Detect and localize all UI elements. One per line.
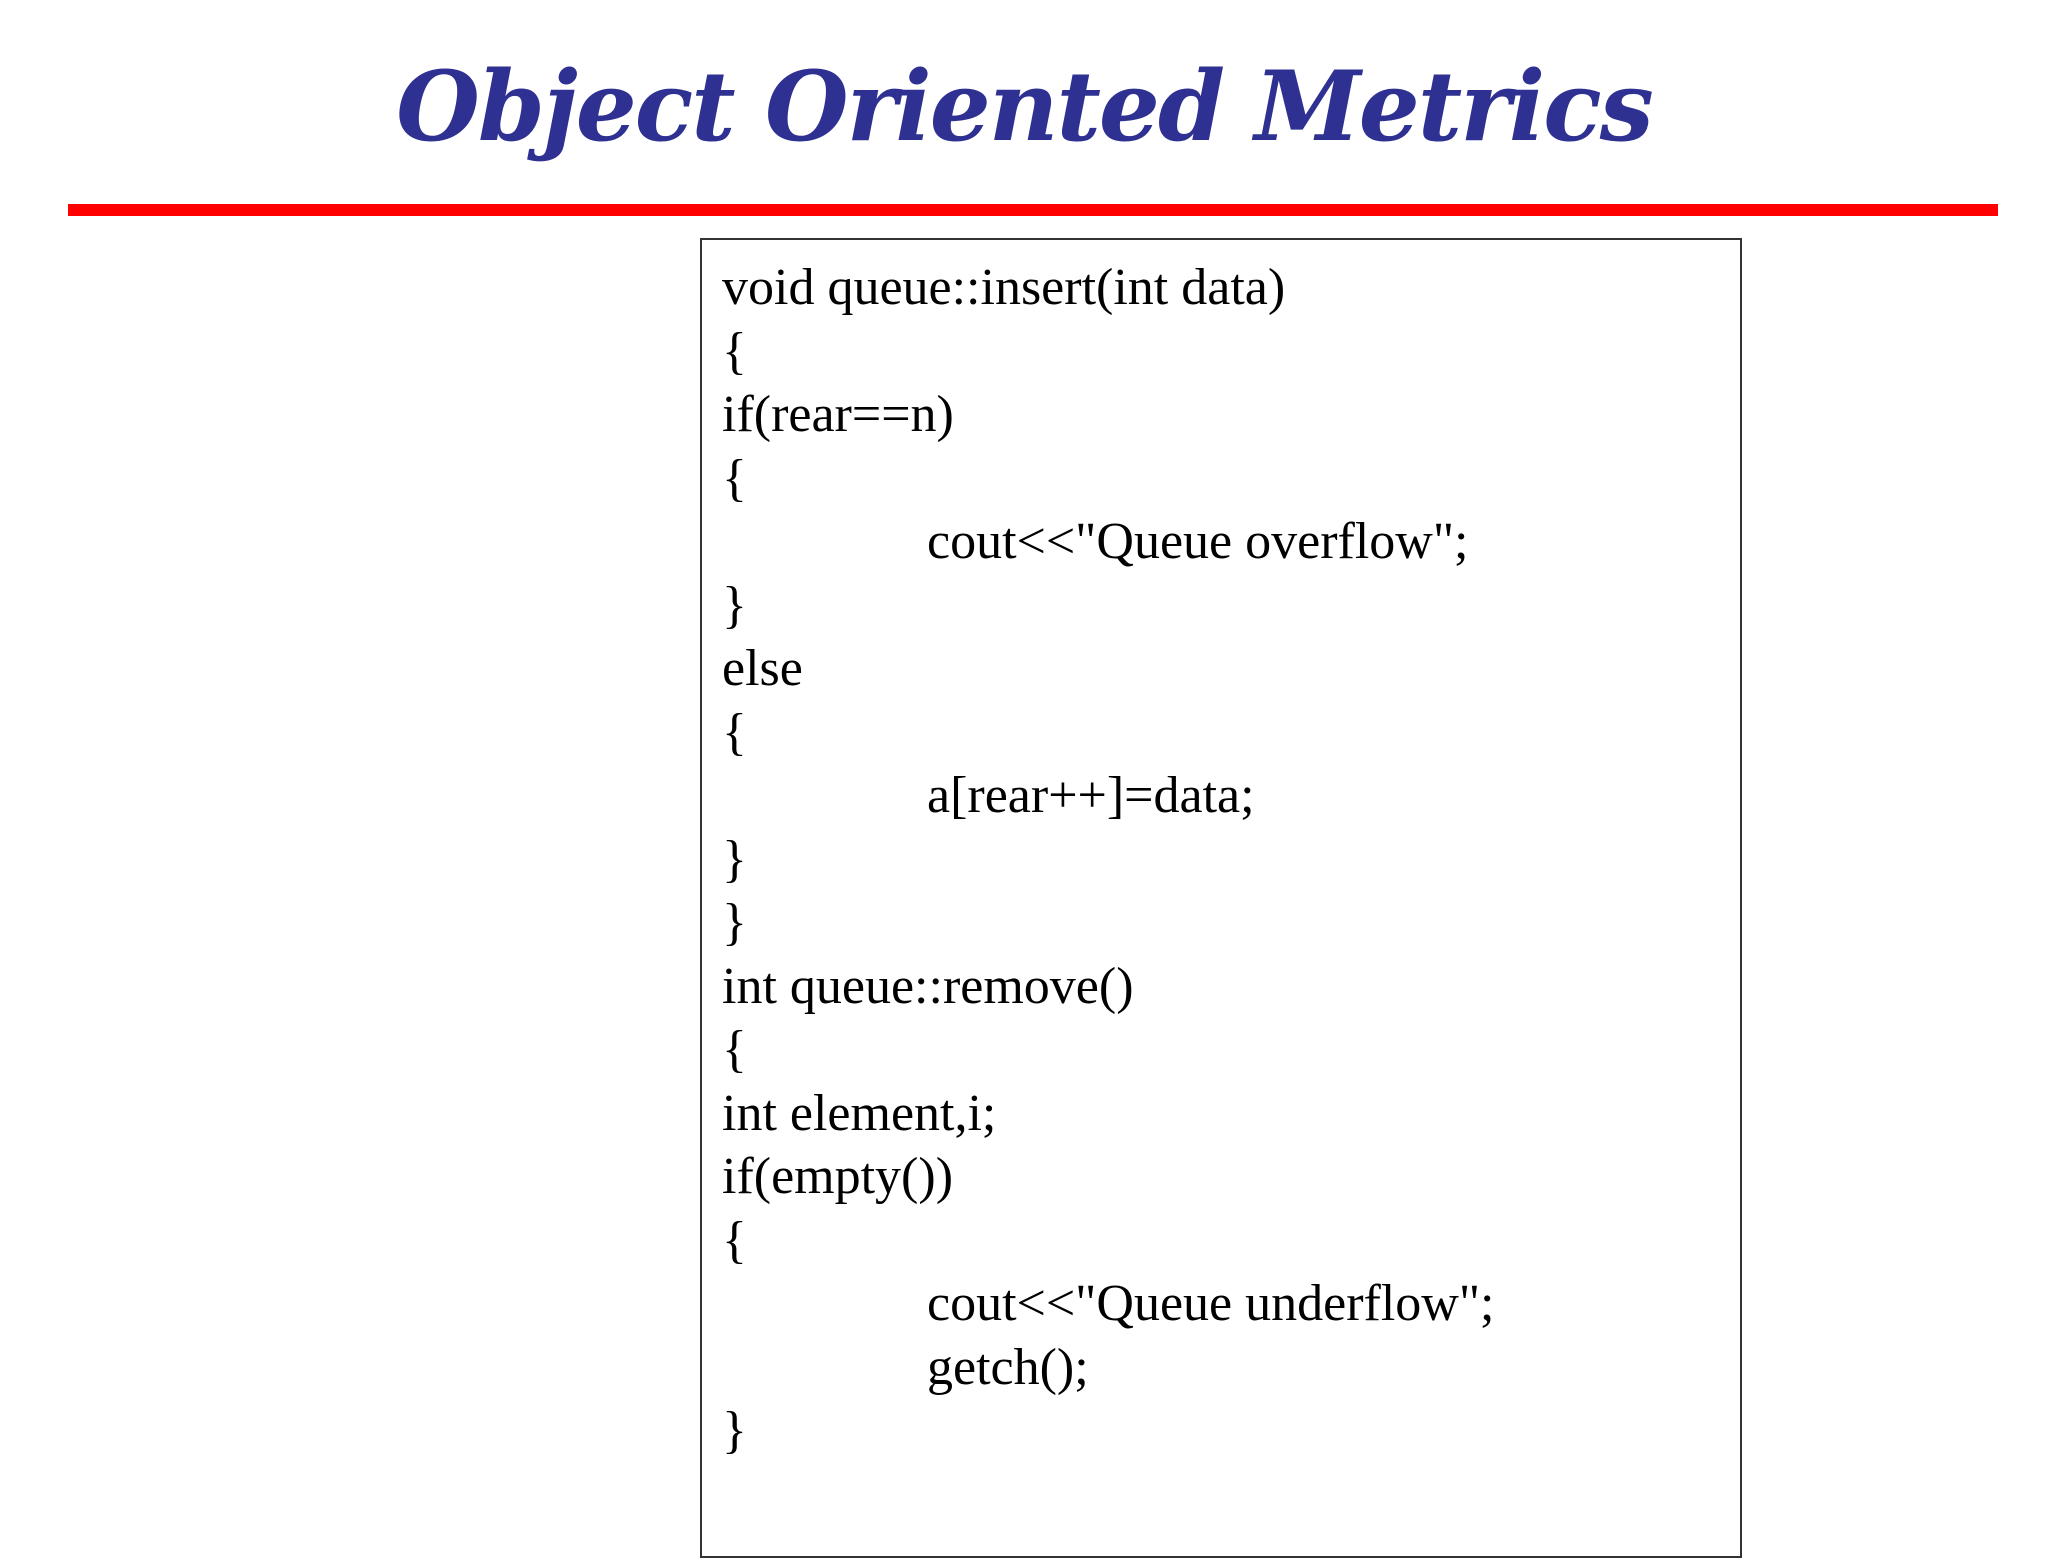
code-line: { (722, 322, 747, 380)
code-line: getch(); (927, 1338, 1089, 1396)
code-line: if(empty()) (722, 1148, 954, 1205)
code-line: if(rear==n) (722, 386, 954, 443)
code-line: cout<<"Queue underflow"; (927, 1275, 1495, 1332)
code-listing (722, 256, 1495, 1463)
code-line: cout<<"Queue overflow"; (927, 513, 1469, 570)
code-line: else (722, 640, 803, 697)
code-line: a[rear++]=data; (927, 767, 1255, 824)
code-line: } (722, 894, 747, 951)
code-box (700, 238, 1742, 1558)
slide-title: Object Oriented Metrics (396, 50, 1652, 163)
code-line: } (722, 576, 747, 634)
code-line: int queue::remove() (722, 957, 1134, 1015)
code-line: { (722, 449, 747, 507)
title-divider (68, 204, 1998, 216)
code-line: { (722, 703, 747, 761)
code-line: int element,i; (722, 1084, 997, 1142)
code-line: void queue::insert(int data) (722, 259, 1286, 316)
code-line: } (722, 830, 747, 888)
code-line: { (722, 1021, 747, 1078)
code-line: { (722, 1211, 747, 1269)
code-line: } (722, 1402, 747, 1459)
